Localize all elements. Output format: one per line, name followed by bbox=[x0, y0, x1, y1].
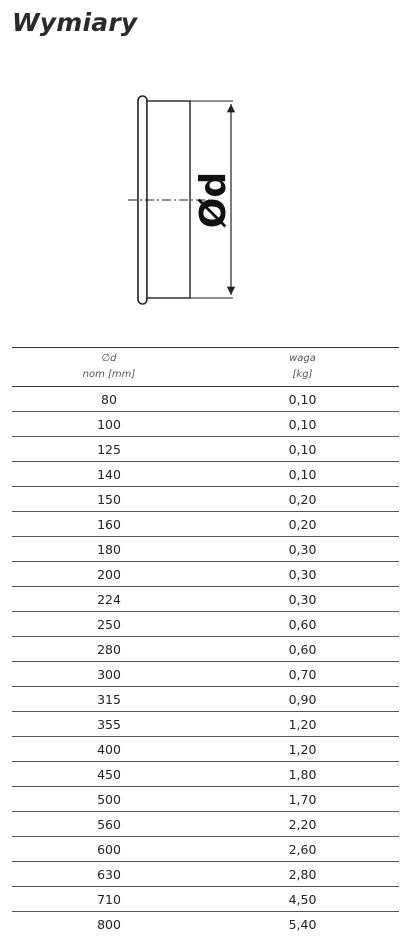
table-row bbox=[12, 687, 399, 712]
dimension-drawing bbox=[0, 0, 408, 340]
page-title: Wymiary bbox=[12, 8, 138, 37]
diameter-cell: 710 bbox=[12, 887, 206, 912]
diameter-cell: 150 bbox=[12, 487, 206, 512]
table-row bbox=[12, 662, 399, 687]
header-weight bbox=[206, 348, 399, 387]
weight-cell: 0,90 bbox=[206, 687, 399, 712]
header-diameter-symbol: ∅d bbox=[101, 353, 117, 364]
table-row bbox=[12, 512, 399, 537]
table-row bbox=[12, 787, 399, 812]
table-row bbox=[12, 887, 399, 912]
weight-cell: 5,40 bbox=[288, 916, 317, 932]
dimensions-table bbox=[12, 347, 399, 936]
diameter-cell: 125 bbox=[12, 437, 206, 462]
table-row bbox=[12, 587, 399, 612]
weight-cell: 0,10 bbox=[206, 387, 399, 412]
table-row bbox=[12, 837, 399, 862]
weight-cell: 0,20 bbox=[206, 487, 399, 512]
diameter-cell: 80 bbox=[12, 387, 206, 412]
diameter-cell: 250 bbox=[12, 612, 206, 637]
header-diameter-unit: nom [mm] bbox=[82, 369, 136, 380]
weight-cell: 0,30 bbox=[206, 587, 399, 612]
table-row bbox=[12, 537, 399, 562]
weight-cell: 0,10 bbox=[206, 462, 399, 487]
table-row bbox=[12, 562, 399, 587]
weight-cell: 1,20 bbox=[206, 737, 399, 762]
weight-cell: 0,70 bbox=[206, 662, 399, 687]
table-row bbox=[12, 737, 399, 762]
table-row bbox=[12, 812, 399, 837]
diameter-cell: 100 bbox=[12, 412, 206, 437]
table-header-row bbox=[12, 348, 399, 387]
header-weight-label: waga bbox=[289, 353, 316, 364]
diameter-cell: 160 bbox=[12, 512, 206, 537]
table-row bbox=[12, 912, 399, 937]
weight-cell: 0,30 bbox=[206, 537, 399, 562]
weight-cell: 0,10 bbox=[206, 437, 399, 462]
diameter-cell: 355 bbox=[12, 712, 206, 737]
weight-cell: 2,60 bbox=[206, 837, 399, 862]
weight-cell: 2,80 bbox=[206, 862, 399, 887]
weight-cell: 1,80 bbox=[206, 762, 399, 787]
diameter-cell: 630 bbox=[12, 862, 206, 887]
header-diameter bbox=[12, 348, 206, 387]
table-row bbox=[12, 487, 399, 512]
weight-cell: 0,20 bbox=[206, 512, 399, 537]
diameter-cell: 180 bbox=[12, 537, 206, 562]
table-row bbox=[12, 762, 399, 787]
diameter-cell: 280 bbox=[12, 637, 206, 662]
weight-cell: 1,70 bbox=[206, 787, 399, 812]
diameter-cell: 315 bbox=[12, 687, 206, 712]
table-row bbox=[12, 637, 399, 662]
diameter-label: Ød bbox=[193, 171, 234, 229]
weight-cell: 0,60 bbox=[206, 637, 399, 662]
table-row bbox=[12, 412, 399, 437]
diameter-cell: 224 bbox=[12, 587, 206, 612]
diameter-cell: 450 bbox=[12, 762, 206, 787]
table-row bbox=[12, 712, 399, 737]
diameter-cell: 200 bbox=[12, 562, 206, 587]
weight-cell: 0,10 bbox=[206, 412, 399, 437]
table-row bbox=[12, 612, 399, 637]
table-row bbox=[12, 462, 399, 487]
weight-cell: 0,60 bbox=[206, 612, 399, 637]
table-row bbox=[12, 862, 399, 887]
weight-cell: 1,20 bbox=[206, 712, 399, 737]
diameter-cell: 500 bbox=[12, 787, 206, 812]
diameter-cell: 600 bbox=[12, 837, 206, 862]
diameter-cell: 300 bbox=[12, 662, 206, 687]
header-weight-unit: [kg] bbox=[292, 369, 313, 380]
weight-cell: 0,30 bbox=[206, 562, 399, 587]
diameter-cell: 140 bbox=[12, 462, 206, 487]
table-row bbox=[12, 387, 399, 412]
diameter-cell: 400 bbox=[12, 737, 206, 762]
table-row bbox=[12, 437, 399, 462]
weight-cell: 4,50 bbox=[206, 887, 399, 912]
diameter-cell: 800 bbox=[97, 916, 121, 932]
diameter-cell: 560 bbox=[12, 812, 206, 837]
weight-cell: 2,20 bbox=[206, 812, 399, 837]
